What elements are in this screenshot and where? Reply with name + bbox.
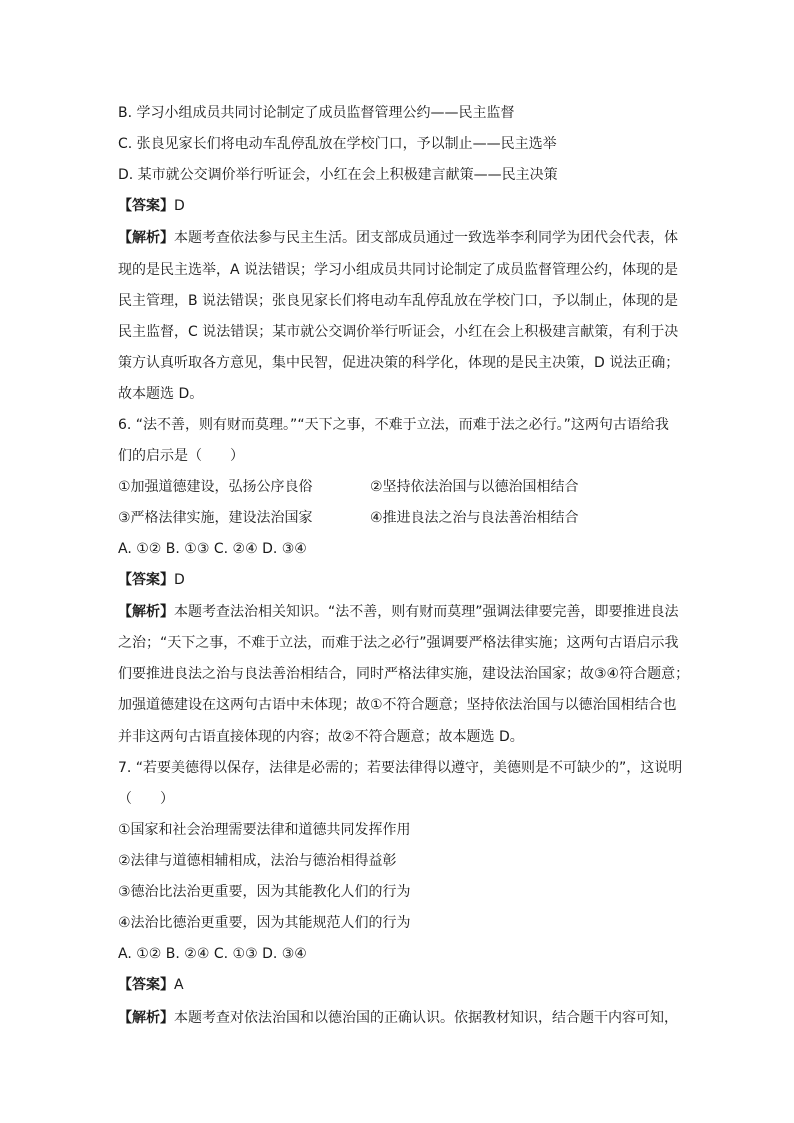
q5-analysis-line: 【解析】本题考查依法参与民主生活。团支部成员通过一致选举李利同学为团代会代表，体 — [118, 230, 678, 246]
q6-option-3: ③严格法律实施，建设法治国家 — [118, 510, 313, 526]
q7-option: ③德治比法治更重要，因为其能教化人们的行为 — [118, 884, 411, 900]
q5-option-d: D. 某市就公交调价举行听证会，小红在会上积极建言献策——民主决策 — [118, 167, 558, 183]
answer-label: 【答案】 — [118, 977, 174, 993]
q6-analysis-line: 之治；“天下之事，不难于立法，而难于法之必行”强调要严格法律实施；这两句古语启示我 — [118, 635, 679, 651]
q6-analysis-line: 【解析】本题考查法治相关知识。“法不善，则有财而莫理”强调法律要完善，即要推进良法 — [118, 604, 679, 620]
q7-option: ④法治比德治更重要，因为其能规范人们的行为 — [118, 915, 411, 931]
answer-label: 【答案】 — [118, 198, 174, 214]
analysis-label: 【解析】 — [118, 604, 174, 620]
q6-analysis-line: 加强道德建设在这两句古语中未体现；故①不符合题意；坚持依法治国与以德治国相结合也 — [118, 697, 677, 713]
q7-option: ①国家和社会治理需要法律和道德共同发挥作用 — [118, 822, 411, 838]
q7-paren: （ ） — [118, 791, 174, 807]
q6-option-2: ②坚持依法治国与以德治国相结合 — [370, 479, 579, 495]
q6-stem: 们的启示是（ ） — [118, 448, 244, 464]
q7-answer — [118, 975, 184, 995]
q5-answer — [118, 196, 185, 216]
q5-analysis-line: 故本题选 D。 — [118, 386, 204, 402]
q5-analysis-line: 民主管理，B 说法错误；张良见家长们将电动车乱停乱放在学校门口，予以制止，体现的是 — [118, 293, 679, 309]
q6-option-4: ④推进良法之治与良法善治相结合 — [370, 510, 579, 526]
answer-label: 【答案】 — [118, 572, 174, 588]
q5-option-c: C. 张良见家长们将电动车乱停乱放在学校门口，予以制止——民主选举 — [118, 136, 557, 152]
answer-value: D — [174, 572, 185, 588]
q6-choices: A. ①② B. ①③ C. ②④ D. ③④ — [118, 541, 307, 557]
q6-analysis-line: 并非这两句古语直接体现的内容；故②不符合题意；故本题选 D。 — [118, 729, 524, 745]
answer-value: A — [174, 977, 184, 993]
analysis-label: 【解析】 — [118, 1010, 174, 1026]
q5-analysis-line: 策方认真听取各方意见，集中民智，促进决策的科学化，体现的是民主决策，D 说法正确； — [118, 355, 680, 371]
q6-answer — [118, 570, 185, 590]
q5-analysis-line: 民主监督，C 说法错误；某市就公交调价举行听证会，小红在会上积极建言献策，有利于决 — [118, 324, 679, 340]
q7-option: ②法律与道德相辅相成，法治与德治相得益彰 — [118, 853, 397, 869]
q5-analysis-line: 现的是民主选举，A 说法错误；学习小组成员共同讨论制定了成员监督管理公约，体现的是 — [118, 262, 679, 278]
q7-analysis-line: 【解析】本题考查对依法治国和以德治国的正确认识。依据教材知识，结合题干内容可知， — [118, 1010, 678, 1026]
q5-option-b: B. 学习小组成员共同讨论制定了成员监督管理公约——民主监督 — [118, 105, 515, 121]
q6-option-1: ①加强道德建设，弘扬公序良俗 — [118, 479, 313, 495]
q6-stem: 6. “法不善，则有财而莫理。”“天下之事，不难于立法，而难于法之必行。”这两句古语给我 — [118, 417, 669, 433]
q7-stem: 7. “若要美德得以保存，法律是必需的；若要法律得以遵守，美德则是不可缺少的”，这说明 — [118, 760, 683, 776]
q6-analysis-line: 们要推进良法之治与良法善治相结合，同时严格法律实施，建设法治国家；故③④符合题意； — [118, 666, 690, 682]
analysis-label: 【解析】 — [118, 230, 174, 246]
q7-choices: A. ①② B. ②④ C. ①③ D. ③④ — [118, 946, 307, 962]
answer-value: D — [174, 198, 185, 214]
